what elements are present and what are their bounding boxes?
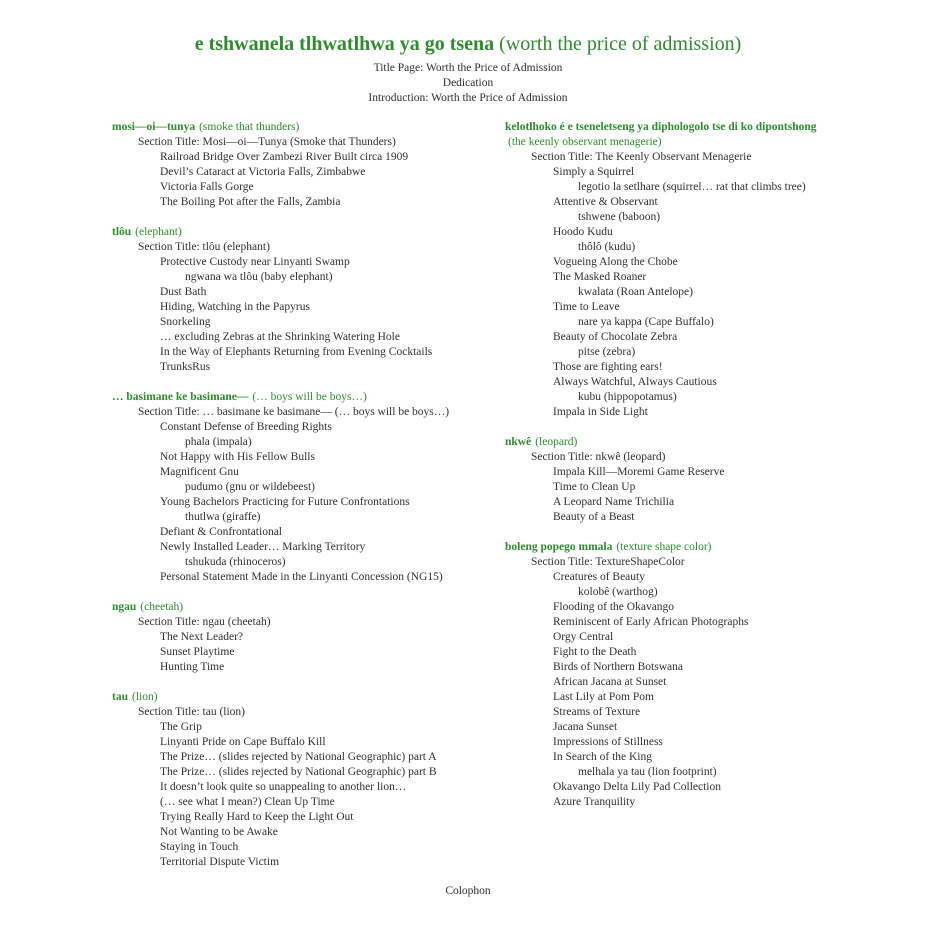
toc-entry: legotio la setlhare (squirrel… rat that climbs tree) xyxy=(578,181,806,193)
section-entries xyxy=(505,450,930,525)
toc-entry: Section Title: TextureShapeColor xyxy=(531,556,685,568)
section-heading-english: (texture shape color) xyxy=(616,541,712,553)
toc-entry: Section Title: ngau (cheetah) xyxy=(138,616,271,628)
toc-section xyxy=(112,600,504,675)
toc-entry: phala (impala) xyxy=(185,436,252,448)
toc-entry: In the Way of Elephants Returning from Evening Cocktails xyxy=(160,346,433,358)
section-heading-setswana: ngau xyxy=(112,601,137,613)
toc-entry: The Prize… (slides rejected by National Geographic) part A xyxy=(160,751,437,763)
toc-entry: Reminiscent of Early African Photographs xyxy=(553,616,749,628)
section-heading-english: (lion) xyxy=(131,691,158,703)
toc-entry: Trying Really Hard to Keep the Light Out xyxy=(160,811,354,823)
page-title-setswana: e tshwanela tlhwatlhwa ya go tsena xyxy=(194,33,495,55)
toc-entry: Creatures of Beauty xyxy=(553,571,645,583)
toc-entry: pudumo (gnu or wildebeest) xyxy=(185,481,315,493)
section-heading xyxy=(112,390,504,405)
toc-entry: Linyanti Pride on Cape Buffalo Kill xyxy=(160,736,326,748)
toc-entry: Last Lily at Pom Pom xyxy=(553,691,654,703)
toc-entry: Victoria Falls Gorge xyxy=(160,181,254,193)
section-heading-setswana: kelotlhoko é e tseneletseng ya diphologolo tse di ko dipontshong xyxy=(505,121,817,133)
toc-entry: Personal Statement Made in the Linyanti Concession (NG15) xyxy=(160,571,443,583)
toc-entry: Section Title: nkwê (leopard) xyxy=(531,451,666,463)
toc-entry: tshwene (baboon) xyxy=(578,211,661,223)
colophon: Colophon xyxy=(445,885,491,897)
section-entries xyxy=(112,705,504,870)
toc-entry: Section Title: tau (lion) xyxy=(138,706,246,718)
toc-entry: tshukuda (rhinoceros) xyxy=(185,556,286,568)
section-heading-english: (the keenly observant menagerie) xyxy=(508,136,662,148)
toc-entry: thutlwa (giraffe) xyxy=(185,511,261,523)
toc-entry: Birds of Northern Botswana xyxy=(553,661,683,673)
section-entries xyxy=(505,150,930,420)
toc-entry: thôlô (kudu) xyxy=(578,241,636,253)
section-entries xyxy=(112,405,504,585)
toc-entry: Defiant & Confrontational xyxy=(160,526,282,538)
toc-entry: Hoodo Kudu xyxy=(553,226,613,238)
toc-entry: Impala Kill—Moremi Game Reserve xyxy=(553,466,725,478)
toc-entry: (… see what I mean?) Clean Up Time xyxy=(160,796,335,808)
section-heading-english: (leopard) xyxy=(535,436,578,448)
toc-entry: Orgy Central xyxy=(553,631,614,643)
toc-entry: Fight to the Death xyxy=(553,646,637,658)
section-heading-setswana: tlôu xyxy=(112,226,132,238)
section-heading xyxy=(112,225,504,240)
section-heading xyxy=(112,690,504,705)
toc-entry: Impressions of Stillness xyxy=(553,736,663,748)
section-entries xyxy=(112,135,504,210)
toc-entry: Territorial Dispute Victim xyxy=(160,856,280,868)
toc-entry: Staying in Touch xyxy=(160,841,239,853)
toc-entry: It doesn’t look quite so unappealing to another lion… xyxy=(160,781,407,793)
toc-entry: nare ya kappa (Cape Buffalo) xyxy=(578,316,714,328)
section-heading xyxy=(505,540,930,555)
toc-entry: Sunset Playtime xyxy=(160,646,235,658)
toc-section xyxy=(505,540,930,810)
toc-entry: kwalata (Roan Antelope) xyxy=(578,286,693,298)
toc-entry: melhala ya tau (lion footprint) xyxy=(578,766,717,778)
toc-entry: Impala in Side Light xyxy=(553,406,648,418)
toc-entry: The Prize… (slides rejected by National Geographic) part B xyxy=(160,766,437,778)
toc-entry: Section Title: Mosi—oi—Tunya (Smoke that Thunders) xyxy=(138,136,396,148)
section-heading-english: (cheetah) xyxy=(140,601,184,613)
page-title xyxy=(0,32,936,56)
section-heading-english: (smoke that thunders) xyxy=(199,121,300,133)
toc-entry: The Boiling Pot after the Falls, Zambia xyxy=(160,196,341,208)
toc-entry: Attentive & Observant xyxy=(553,196,658,208)
section-heading xyxy=(505,435,930,450)
section-entries xyxy=(112,240,504,375)
page-footer xyxy=(0,884,936,899)
toc-entry: Magnificent Gnu xyxy=(160,466,239,478)
toc-entry: Section Title: … basimane ke basimane— (… boys will be boys…) xyxy=(138,406,450,418)
toc-entry: Hunting Time xyxy=(160,661,225,673)
toc-entry: Section Title: The Keenly Observant Menagerie xyxy=(531,151,752,163)
toc-section xyxy=(112,225,504,375)
toc-entry: ngwana wa tlôu (baby elephant) xyxy=(185,271,333,283)
toc-section xyxy=(112,690,504,870)
toc-entry: Protective Custody near Linyanti Swamp xyxy=(160,256,350,268)
section-heading-english: (… boys will be boys…) xyxy=(252,391,367,403)
toc-entry: The Next Leader? xyxy=(160,631,244,643)
toc-entry: The Grip xyxy=(160,721,202,733)
toc-entry: African Jacana at Sunset xyxy=(553,676,667,688)
toc-left-column xyxy=(112,120,504,885)
toc-entry: Beauty of a Beast xyxy=(553,511,635,523)
section-entries xyxy=(112,615,504,675)
section-heading xyxy=(112,600,504,615)
toc-entry: … excluding Zebras at the Shrinking Watering Hole xyxy=(160,331,400,343)
toc-entry: Constant Defense of Breeding Rights xyxy=(160,421,332,433)
section-heading-setswana: nkwê xyxy=(505,436,532,448)
section-heading-setswana: tau xyxy=(112,691,128,703)
section-heading-setswana: mosi—oi—tunya xyxy=(112,121,196,133)
toc-entry: Flooding of the Okavango xyxy=(553,601,675,613)
section-heading xyxy=(505,120,930,150)
toc-section xyxy=(505,120,930,420)
toc-section xyxy=(112,120,504,210)
toc-entry: kubu (hippopotamus) xyxy=(578,391,677,403)
toc-entry: Azure Tranquility xyxy=(553,796,636,808)
toc-entry: In Search of the King xyxy=(553,751,652,763)
toc-entry: Section Title: tlôu (elephant) xyxy=(138,241,270,253)
toc-entry: Always Watchful, Always Cautious xyxy=(553,376,717,388)
front-matter xyxy=(0,61,936,106)
toc-section xyxy=(112,390,504,585)
toc-entry: Simply a Squirrel xyxy=(553,166,635,178)
toc-entry: The Masked Roaner xyxy=(553,271,647,283)
toc-entry: Hiding, Watching in the Papyrus xyxy=(160,301,310,313)
front-matter-introduction: Introduction: Worth the Price of Admission xyxy=(368,92,568,104)
toc-entry: Those are fighting ears! xyxy=(553,361,663,373)
toc-right-column xyxy=(505,120,930,825)
section-heading xyxy=(112,120,504,135)
toc-entry: Railroad Bridge Over Zambezi River Built circa 1909 xyxy=(160,151,409,163)
toc-entry: Devil’s Cataract at Victoria Falls, Zimbabwe xyxy=(160,166,366,178)
toc-entry: Snorkeling xyxy=(160,316,211,328)
toc-entry: Not Happy with His Fellow Bulls xyxy=(160,451,315,463)
toc-entry: Streams of Texture xyxy=(553,706,641,718)
toc-entry: kolobê (warthog) xyxy=(578,586,658,598)
toc-entry: Not Wanting to be Awake xyxy=(160,826,278,838)
toc-entry: Time to Clean Up xyxy=(553,481,636,493)
toc-entry: TrunksRus xyxy=(160,361,211,373)
toc-entry: Vogueing Along the Chobe xyxy=(553,256,678,268)
toc-entry: Dust Bath xyxy=(160,286,207,298)
toc-entry: Beauty of Chocolate Zebra xyxy=(553,331,678,343)
toc-entry: A Leopard Name Trichilia xyxy=(553,496,675,508)
front-matter-title-page: Title Page: Worth the Price of Admission xyxy=(373,62,563,74)
section-heading-setswana: boleng popego mmala xyxy=(505,541,613,553)
section-heading-setswana: … basimane ke basimane— xyxy=(112,391,249,403)
page-header xyxy=(0,32,936,106)
toc-section xyxy=(505,435,930,525)
toc-entry: Okavango Delta Lily Pad Collection xyxy=(553,781,721,793)
toc-entry: Newly Installed Leader… Marking Territory xyxy=(160,541,366,553)
toc-entry: Time to Leave xyxy=(553,301,620,313)
page-title-english: (worth the price of admission) xyxy=(499,33,742,55)
toc-entry: Young Bachelors Practicing for Future Confrontations xyxy=(160,496,410,508)
section-entries xyxy=(505,555,930,810)
toc-entry: Jacana Sunset xyxy=(553,721,618,733)
toc-entry: pitse (zebra) xyxy=(578,346,636,358)
section-heading-english: (elephant) xyxy=(135,226,182,238)
front-matter-dedication: Dedication xyxy=(442,77,494,89)
